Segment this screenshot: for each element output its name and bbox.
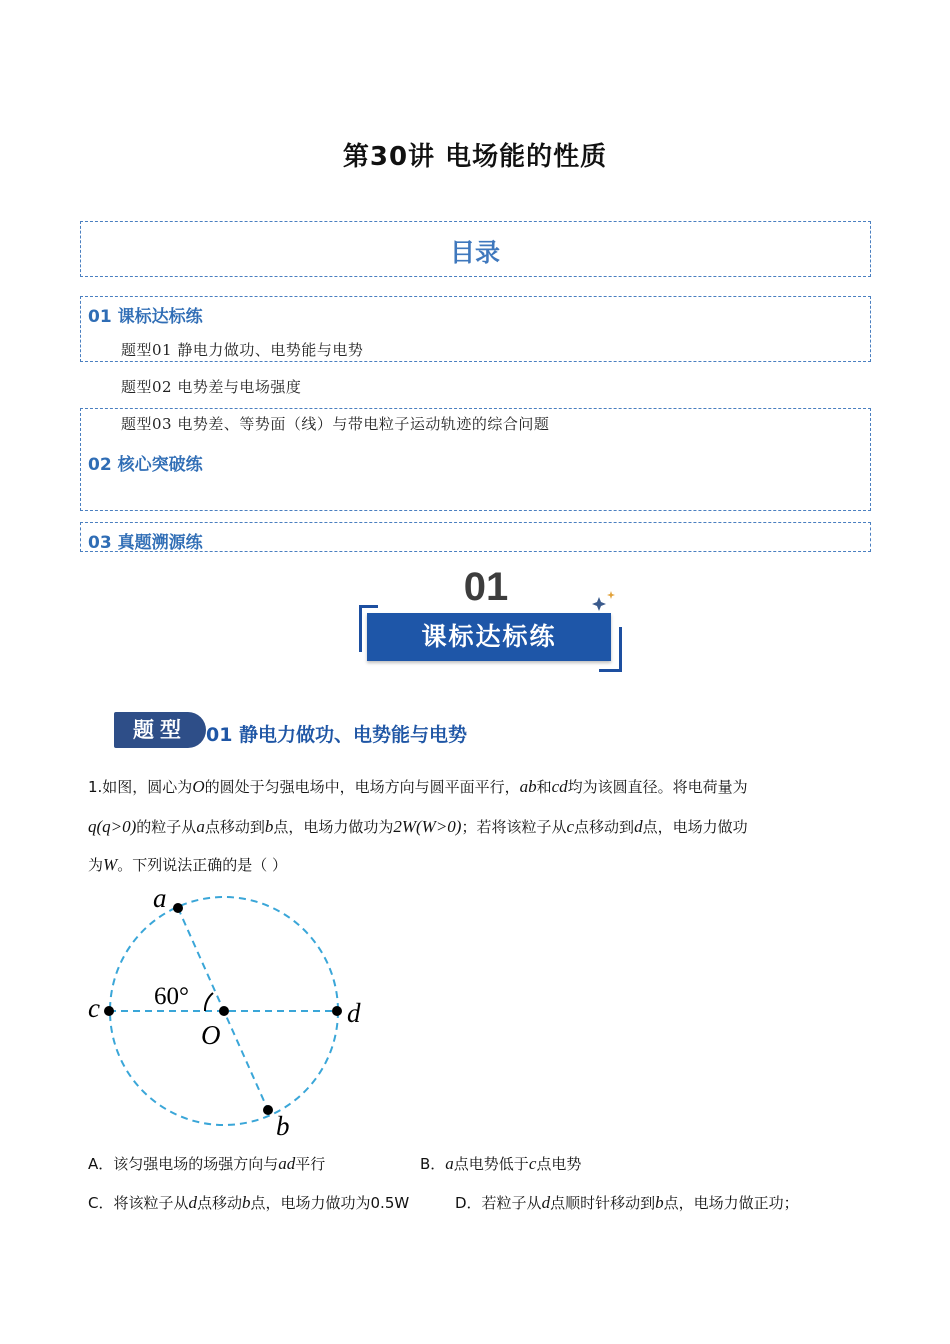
- question-line-2: q(q>0)的粒子从a点移动到b点，电场力做功为2W(W>0)；若将该粒子从c点移动到d点，电场力做功: [88, 817, 748, 836]
- toc-item-1[interactable]: 题型01 静电力做功、电势能与电势: [121, 341, 364, 359]
- option-d[interactable]: D．若粒子从d点顺时针移动到b点，电场力做正功；: [455, 1193, 799, 1212]
- label-d: d: [347, 998, 361, 1028]
- banner-number: 01: [463, 565, 509, 609]
- point-O: [219, 1006, 229, 1016]
- toc-section-2[interactable]: 02 核心突破练: [88, 455, 203, 475]
- question-line-1: 1.如图，圆心为O的圆处于匀强电场中，电场方向与圆平面平行，ab和cd均为该圆直径。将电荷量为: [88, 777, 748, 796]
- banner-label: 课标达标练: [367, 613, 611, 661]
- section-banner: [355, 565, 625, 675]
- toc-section-1[interactable]: 01 课标达标练: [88, 307, 203, 327]
- sparkle-icon: [591, 589, 621, 613]
- toc-heading: 目录: [449, 238, 500, 267]
- label-b: b: [276, 1111, 290, 1141]
- angle-arc: [205, 993, 213, 1011]
- toc-item-2[interactable]: 题型02 电势差与电场强度: [121, 378, 302, 396]
- circle-figure: [80, 880, 380, 1145]
- label-angle: 60°: [154, 983, 189, 1010]
- type-tag: 题型: [114, 712, 206, 748]
- label-O: O: [201, 1020, 221, 1050]
- point-d: [332, 1006, 342, 1016]
- option-c[interactable]: C．将该粒子从d点移动b点，电场力做功为0.5W: [88, 1193, 410, 1212]
- point-c: [104, 1006, 114, 1016]
- toc-section-3[interactable]: 03 真题溯源练: [88, 533, 203, 553]
- option-a[interactable]: A．该匀强电场的场强方向与ad平行: [88, 1154, 326, 1173]
- label-c: c: [88, 993, 100, 1023]
- label-a: a: [153, 883, 167, 913]
- point-b: [263, 1105, 273, 1115]
- page-title: 第30讲 电场能的性质: [342, 142, 608, 172]
- question-line-3: 为W。下列说法正确的是（ ）: [88, 855, 287, 874]
- toc-item-3[interactable]: 题型03 电势差、等势面（线）与带电粒子运动轨迹的综合问题: [121, 415, 550, 433]
- point-a: [173, 903, 183, 913]
- option-b[interactable]: B．a点电势低于c点电势: [420, 1154, 582, 1173]
- type-title: 01 静电力做功、电势能与电势: [206, 724, 468, 746]
